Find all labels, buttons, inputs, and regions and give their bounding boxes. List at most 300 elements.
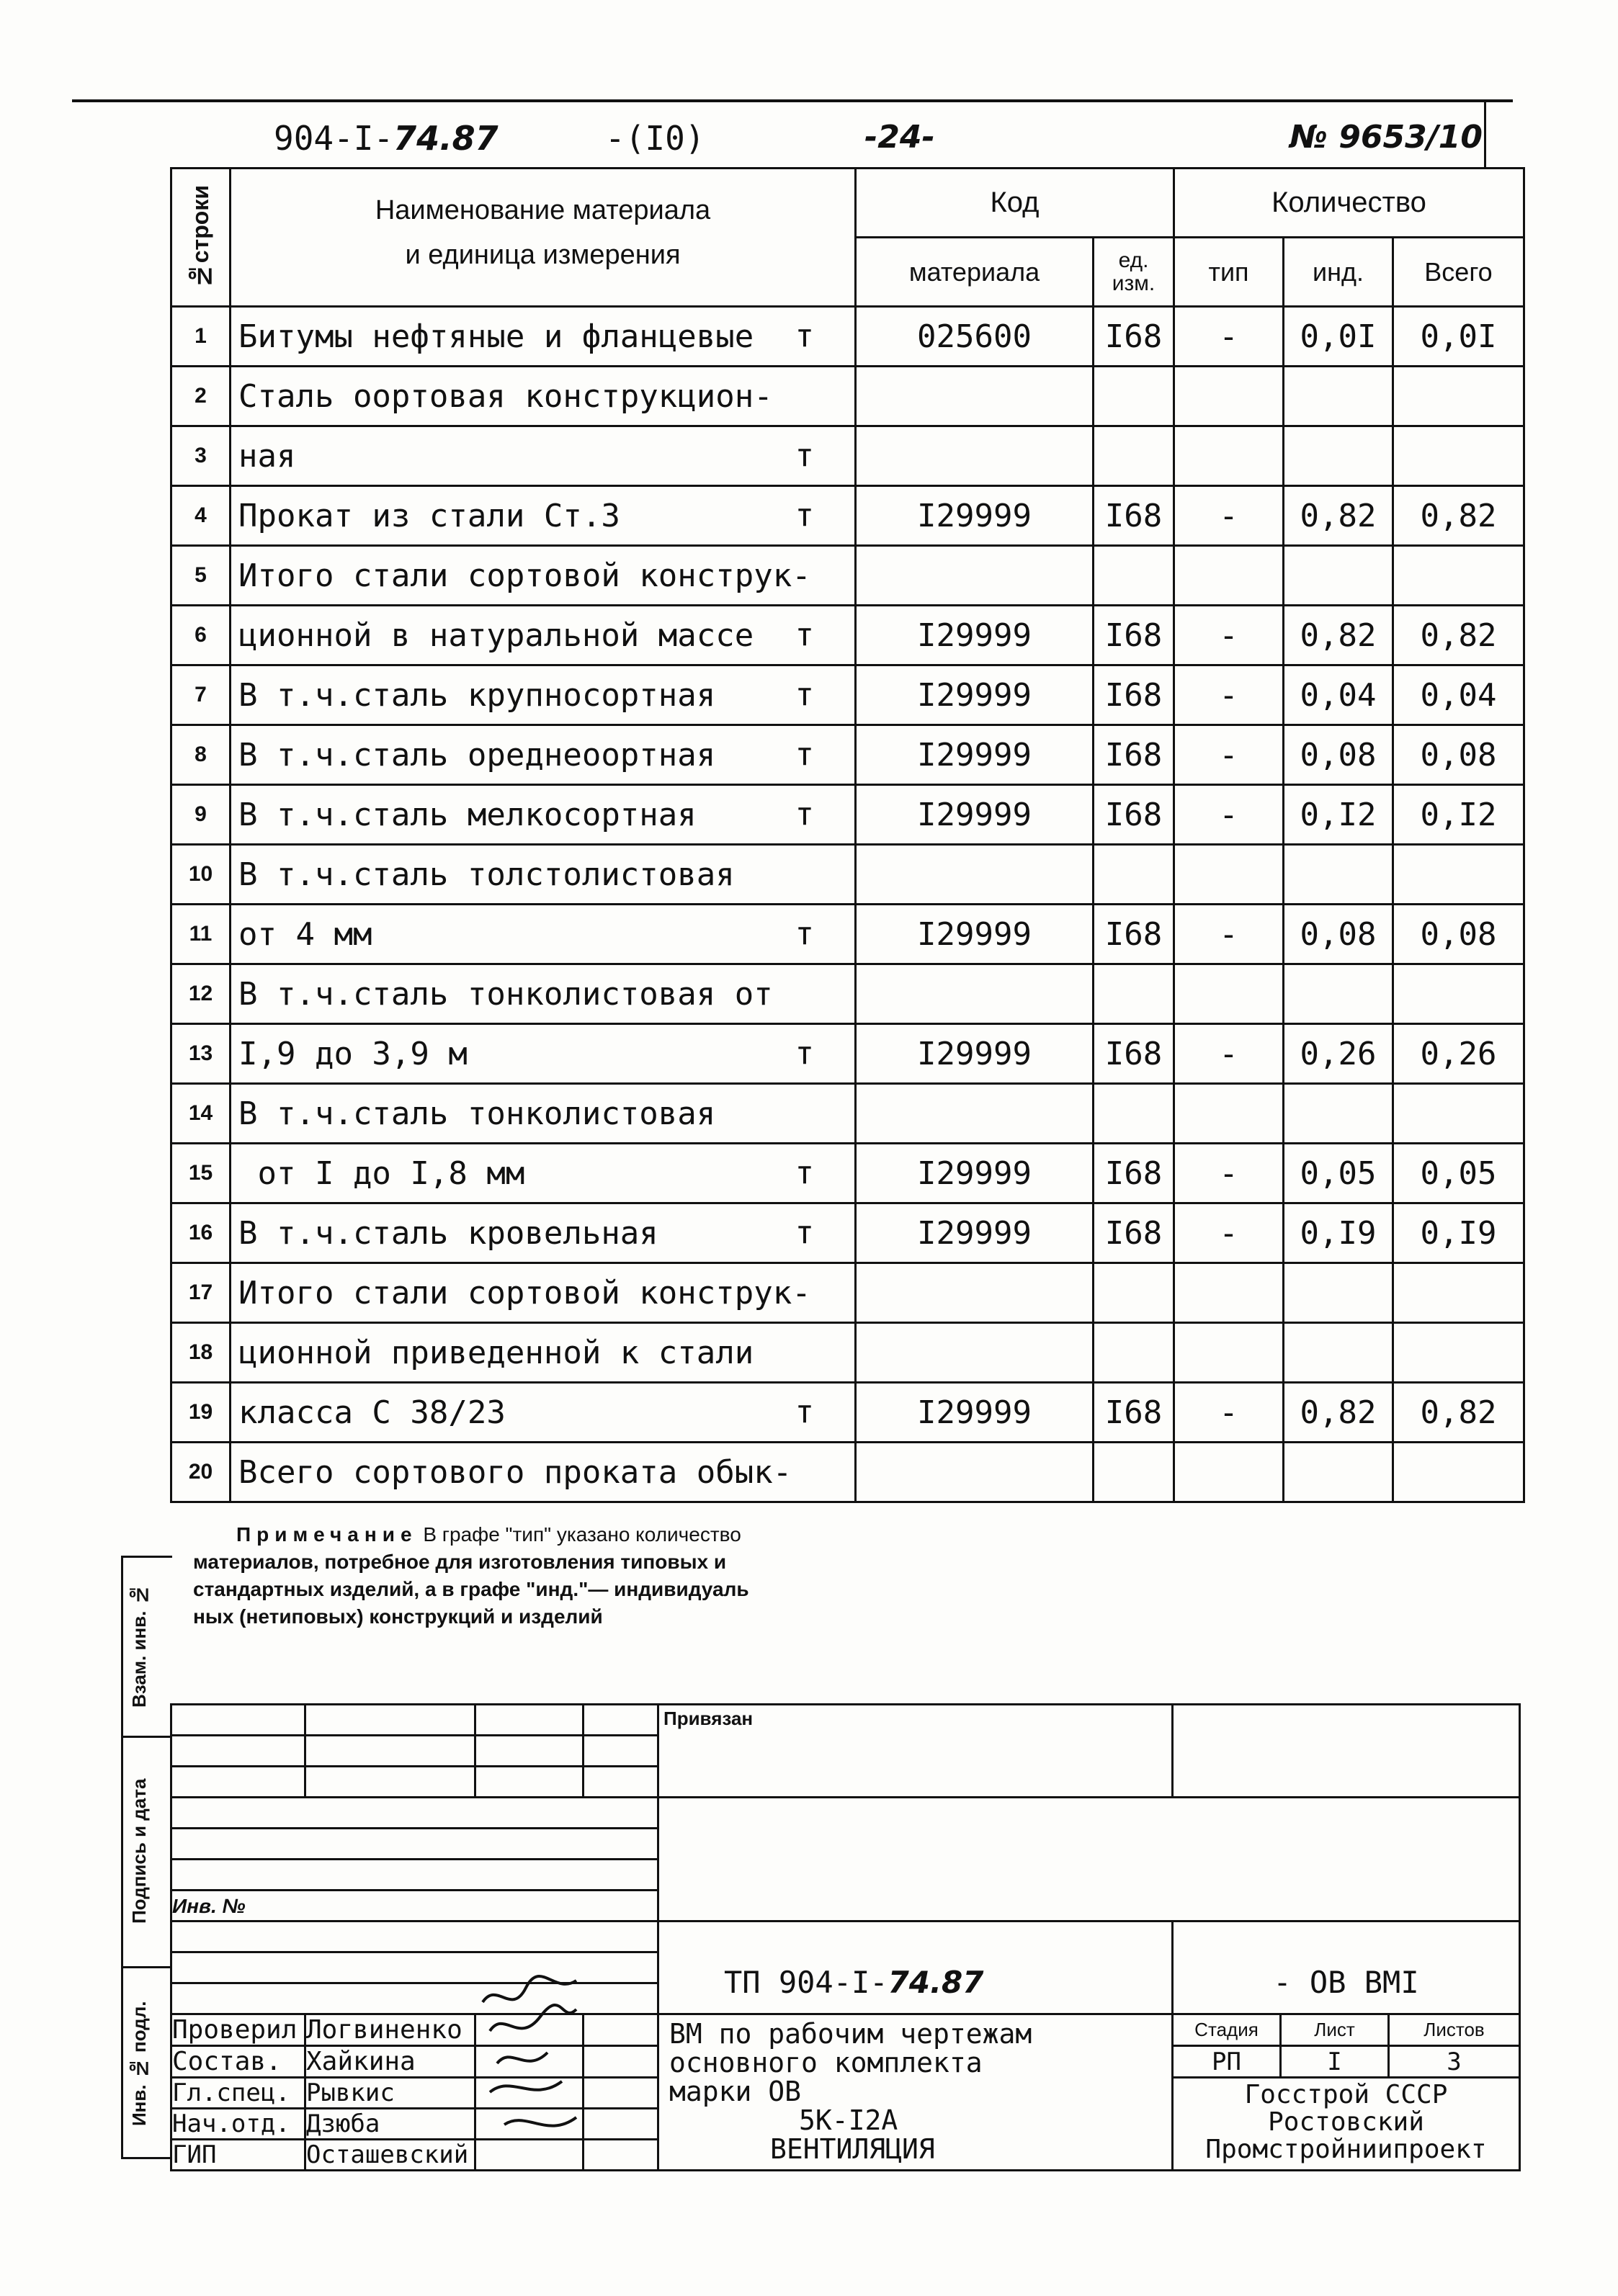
material-unit: т — [795, 1035, 814, 1072]
material-code — [856, 845, 1094, 905]
qty-ind — [1284, 1443, 1393, 1502]
tb-cell — [305, 1767, 475, 1798]
qty-total — [1393, 1443, 1524, 1502]
project-code-cell — [658, 1921, 1173, 2014]
row-number: 9 — [171, 785, 231, 845]
qty-total: 0,I9 — [1393, 1203, 1524, 1263]
material-code: I29999 — [856, 1383, 1094, 1443]
qty-ind — [1284, 845, 1393, 905]
material-name: Сталь оортовая конструкцион- — [238, 377, 773, 415]
desc-line3: марки ОВ — [669, 2076, 802, 2107]
table-row — [171, 845, 1524, 905]
material-name-cell — [231, 785, 856, 845]
material-code: I29999 — [856, 1203, 1094, 1263]
material-code — [856, 367, 1094, 426]
row-number: 3 — [171, 426, 231, 486]
material-name-cell — [231, 546, 856, 606]
qty-total: 0,82 — [1393, 486, 1524, 546]
role-label: Проверил — [172, 2015, 298, 2045]
qty-header: Количество — [1174, 169, 1524, 238]
unit-code: I68 — [1094, 665, 1174, 725]
table-row — [171, 1203, 1524, 1263]
qty-type: - — [1174, 1144, 1284, 1203]
row-number: 19 — [171, 1383, 231, 1443]
material-name-cell — [231, 1024, 856, 1084]
qty-ind — [1284, 1263, 1393, 1323]
table-row — [171, 665, 1524, 725]
material-name: ная — [238, 437, 296, 475]
side-label-vzam: Взам. инв. № — [128, 1584, 150, 1708]
material-code — [856, 1084, 1094, 1144]
qty-type: - — [1174, 1203, 1284, 1263]
qty-total — [1393, 367, 1524, 426]
sheet-label: Лист — [1314, 2019, 1355, 2040]
row-number: 12 — [171, 964, 231, 1024]
role-label: Нач.отд. — [172, 2109, 290, 2138]
signature-mark-2 — [490, 2005, 576, 2031]
name-cell — [305, 2014, 475, 2046]
name-cell — [305, 2078, 475, 2109]
table-row — [171, 426, 1524, 486]
table-row — [171, 606, 1524, 665]
sheets-label-cell — [1389, 2014, 1520, 2046]
total-header: Всего — [1393, 238, 1524, 307]
name-label: Логвиненко — [306, 2015, 462, 2045]
table-row — [171, 785, 1524, 845]
material-code: 025600 — [856, 307, 1094, 367]
tb-row-4 — [171, 1798, 1520, 1829]
inv-no-cell — [171, 1891, 658, 1921]
material-name-cell — [231, 606, 856, 665]
unit-code — [1094, 367, 1174, 426]
tb-cell — [171, 1736, 305, 1767]
desc-line1: ВМ по рабочим чертежам — [669, 2018, 1032, 2050]
material-code: I29999 — [856, 1144, 1094, 1203]
tb-cell — [171, 1860, 658, 1891]
qty-type: - — [1174, 665, 1284, 725]
sheet-number: № 9653/10 — [1290, 119, 1483, 156]
unit-code — [1094, 964, 1174, 1024]
unit-code: I68 — [1094, 486, 1174, 546]
qty-type — [1174, 1263, 1284, 1323]
material-name-cell — [231, 1144, 856, 1203]
material-name: от I до I,8 мм — [238, 1154, 525, 1192]
qty-ind: 0,05 — [1284, 1144, 1393, 1203]
stage-value: РП — [1212, 2047, 1241, 2076]
doc-code-print: 904-I- — [274, 119, 394, 158]
stage-value-cell — [1173, 2046, 1281, 2078]
desc-line5: ВЕНТИЛЯЦИЯ — [770, 2133, 935, 2165]
material-unit: т — [795, 318, 814, 354]
row-number: 15 — [171, 1144, 231, 1203]
privyazan-cell — [658, 1705, 1173, 1798]
material-code: I29999 — [856, 785, 1094, 845]
qty-type — [1174, 1443, 1284, 1502]
row-number: 13 — [171, 1024, 231, 1084]
org-line3: Промстройниипроект — [1205, 2135, 1487, 2164]
qty-total — [1393, 1323, 1524, 1383]
side-divider-2 — [121, 1966, 170, 1968]
qty-ind: 0,I2 — [1284, 785, 1393, 845]
row-number: 16 — [171, 1203, 231, 1263]
doc-code-handwritten: 74.87 — [393, 119, 499, 158]
unit-code: I68 — [1094, 1144, 1174, 1203]
material-name: В т.ч.сталь крупносортная — [238, 676, 716, 714]
material-code: I29999 — [856, 1024, 1094, 1084]
material-name-cell — [231, 725, 856, 785]
table-row — [171, 725, 1524, 785]
tb-cell — [305, 1736, 475, 1767]
material-name: В т.ч.сталь тонколистовая — [238, 1095, 716, 1132]
row-number: 18 — [171, 1323, 231, 1383]
qty-total — [1393, 426, 1524, 486]
tb-empty — [658, 1798, 1520, 1921]
unit-code — [1094, 426, 1174, 486]
qty-type — [1174, 546, 1284, 606]
row-number: 6 — [171, 606, 231, 665]
role-cell — [171, 2109, 305, 2140]
material-name: В т.ч.сталь толстолистовая — [238, 856, 735, 893]
table-row — [171, 486, 1524, 546]
material-name-cell — [231, 964, 856, 1024]
ind-header: инд. — [1284, 238, 1393, 307]
table-row — [171, 1383, 1524, 1443]
material-name: от 4 мм — [238, 915, 372, 953]
material-name-cell — [231, 307, 856, 367]
material-name: В т.ч.сталь тонколистовая от — [238, 975, 773, 1013]
material-name-cell — [231, 486, 856, 546]
material-name-cell — [231, 845, 856, 905]
header-box-rule — [1484, 101, 1486, 167]
material-name-cell — [231, 1443, 856, 1502]
table-row — [171, 1323, 1524, 1383]
material-unit: т — [795, 1154, 814, 1191]
qty-ind — [1284, 367, 1393, 426]
material-code — [856, 1263, 1094, 1323]
tb-sign-row-1 — [171, 2014, 1520, 2046]
table-row — [171, 367, 1524, 426]
tb-cell — [171, 1798, 658, 1829]
qty-total — [1393, 1084, 1524, 1144]
row-number: 5 — [171, 546, 231, 606]
row-number: 2 — [171, 367, 231, 426]
material-code: I29999 — [856, 606, 1094, 665]
qty-total: 0,82 — [1393, 606, 1524, 665]
org-line1: Госстрой СССР — [1244, 2080, 1448, 2109]
material-name-cell — [231, 905, 856, 964]
qty-type — [1174, 845, 1284, 905]
qty-ind: 0,04 — [1284, 665, 1393, 725]
name-label: Дзюба — [306, 2109, 380, 2138]
org-line2: Ростовский — [1268, 2107, 1424, 2137]
name-label: Хайкина — [306, 2047, 416, 2076]
section-number: -(I0) — [605, 119, 705, 158]
unit-code — [1094, 1084, 1174, 1144]
material-name: Всего сортового проката обык- — [238, 1453, 792, 1491]
privyazan-label: Привязан — [663, 1708, 754, 1729]
tb-cell — [171, 1767, 305, 1798]
qty-total: 0,04 — [1393, 665, 1524, 725]
note-line2: материалов, потребное для изготовления типовых и — [193, 1551, 727, 1573]
material-name: Прокат из стали Ст.3 — [238, 497, 620, 534]
material-name-cell — [231, 665, 856, 725]
material-name-cell — [231, 1263, 856, 1323]
material-unit: т — [795, 736, 814, 773]
qty-ind — [1284, 546, 1393, 606]
qty-total: 0,08 — [1393, 725, 1524, 785]
materials-table — [170, 167, 1525, 1503]
name-label: Осташевский — [306, 2140, 469, 2169]
side-label-podpis: Подпись и дата — [128, 1778, 150, 1924]
side-divider-1 — [121, 1736, 170, 1738]
qty-ind — [1284, 426, 1393, 486]
qty-ind: 0,82 — [1284, 486, 1393, 546]
note-line4: ных (нетиповых) конструкций и изделий — [193, 1605, 603, 1628]
qty-type: - — [1174, 486, 1284, 546]
material-unit: т — [795, 1394, 814, 1430]
qty-ind: 0,26 — [1284, 1024, 1393, 1084]
name-cell — [305, 2046, 475, 2078]
stage-label-cell — [1173, 2014, 1281, 2046]
material-name-cell — [231, 1084, 856, 1144]
material-name-cell — [231, 367, 856, 426]
qty-ind: 0,82 — [1284, 1383, 1393, 1443]
row-number: 10 — [171, 845, 231, 905]
material-name-cell — [231, 426, 856, 486]
unit-code — [1094, 1263, 1174, 1323]
qty-type — [1174, 1084, 1284, 1144]
material-unit: т — [795, 915, 814, 952]
doc-code — [274, 119, 499, 158]
unit-code: I68 — [1094, 307, 1174, 367]
code-header: Код — [856, 169, 1174, 238]
signature-mark-3 — [497, 2053, 547, 2063]
note-line1 — [193, 1521, 749, 1548]
header-top-rule — [72, 99, 1513, 102]
unit-code: I68 — [1094, 905, 1174, 964]
material-name: класса С 38/23 — [238, 1394, 506, 1431]
tb-cell — [584, 1705, 658, 1736]
material-unit: т — [795, 1214, 814, 1251]
row-number: 4 — [171, 486, 231, 546]
name-cell — [305, 2109, 475, 2140]
material-name: ционной приведенной к стали — [238, 1334, 754, 1371]
signature-mark-5 — [504, 2117, 576, 2126]
qty-total — [1393, 1263, 1524, 1323]
tb-cell — [171, 1705, 305, 1736]
tb-cell — [305, 1705, 475, 1736]
role-label: Гл.спец. — [172, 2078, 290, 2107]
material-unit: т — [795, 796, 814, 833]
material-code: I29999 — [856, 725, 1094, 785]
tb-cell — [584, 1736, 658, 1767]
qty-type: - — [1174, 725, 1284, 785]
unit-code: I68 — [1094, 606, 1174, 665]
qty-type: - — [1174, 905, 1284, 964]
qty-ind: 0,0I — [1284, 307, 1393, 367]
name-cell — [305, 2140, 475, 2171]
material-code: I29999 — [856, 665, 1094, 725]
tb-row-1 — [171, 1705, 1520, 1736]
material-name: Битумы нефтяные и фланцевые — [238, 318, 754, 355]
qty-type: - — [1174, 785, 1284, 845]
material-name-cell — [231, 1323, 856, 1383]
name-header-line1: Наименование материала — [375, 195, 711, 225]
note-text1: В графе "тип" указано количество — [423, 1523, 741, 1546]
table-row — [171, 307, 1524, 367]
desc-line4: 5К-I2А — [799, 2104, 898, 2136]
table-row — [171, 964, 1524, 1024]
material-name: ционной в натуральной массе — [238, 616, 754, 654]
material-code — [856, 1443, 1094, 1502]
type-header: тип — [1174, 238, 1284, 307]
material-code — [856, 964, 1094, 1024]
row-number: 8 — [171, 725, 231, 785]
side-label-inv-podl: Инв. № подл. — [128, 2001, 150, 2126]
material-name: В т.ч.сталь мелкосортная — [238, 796, 697, 833]
row-number: 7 — [171, 665, 231, 725]
sheets-value: 3 — [1447, 2047, 1462, 2076]
material-unit: т — [795, 437, 814, 474]
title-block — [170, 1703, 1521, 2171]
material-name: В т.ч.сталь ореднеоортная — [238, 736, 716, 773]
material-name: Итого стали сортовой конструк- — [238, 557, 811, 594]
unit-code-header-text: ед. изм. — [1112, 248, 1156, 295]
qty-ind — [1284, 1084, 1393, 1144]
material-code: I29999 — [856, 486, 1094, 546]
mark-cell — [1173, 1921, 1520, 2014]
row-no-header — [171, 169, 231, 307]
qty-ind: 0,I9 — [1284, 1203, 1393, 1263]
unit-code: I68 — [1094, 725, 1174, 785]
qty-ind — [1284, 964, 1393, 1024]
qty-ind — [1284, 1323, 1393, 1383]
table-row — [171, 1084, 1524, 1144]
privyazan-right — [1173, 1705, 1520, 1798]
tb-row-8 — [171, 1921, 1520, 1952]
project-code: ТП 904-I- — [724, 1965, 888, 2000]
tb-cell — [475, 1705, 584, 1736]
tb-cell — [584, 1767, 658, 1798]
qty-total: 0,26 — [1393, 1024, 1524, 1084]
role-cell — [171, 2140, 305, 2171]
unit-code — [1094, 1323, 1174, 1383]
table-row — [171, 1263, 1524, 1323]
role-cell — [171, 2014, 305, 2046]
qty-type — [1174, 426, 1284, 486]
role-cell — [171, 2078, 305, 2109]
material-unit: т — [795, 616, 814, 653]
qty-total — [1393, 964, 1524, 1024]
material-code — [856, 546, 1094, 606]
table-row — [171, 1443, 1524, 1502]
row-number: 20 — [171, 1443, 231, 1502]
unit-code: I68 — [1094, 1024, 1174, 1084]
sheets-value-cell — [1389, 2046, 1520, 2078]
stage-label: Стадия — [1194, 2019, 1259, 2040]
qty-type: - — [1174, 307, 1284, 367]
qty-ind: 0,82 — [1284, 606, 1393, 665]
material-unit: т — [795, 676, 814, 713]
unit-code: I68 — [1094, 1383, 1174, 1443]
material-unit: т — [795, 497, 814, 534]
qty-type — [1174, 367, 1284, 426]
tb-cell — [171, 1921, 658, 1952]
table-row — [171, 546, 1524, 606]
note-title: Примечание — [236, 1523, 418, 1546]
row-number: 11 — [171, 905, 231, 964]
sheets-label: Листов — [1423, 2019, 1485, 2040]
inv-no-label: Инв. № — [172, 1894, 246, 1917]
qty-type: - — [1174, 1383, 1284, 1443]
sheet-value: I — [1327, 2047, 1342, 2076]
name-header — [231, 169, 856, 307]
qty-total — [1393, 546, 1524, 606]
note-line3: стандартных изделий, а в графе "инд."— индивидуаль — [193, 1578, 749, 1600]
tb-cell — [171, 1829, 658, 1860]
sheet-label-cell — [1281, 2014, 1389, 2046]
unit-code-header — [1094, 238, 1174, 307]
unit-code — [1094, 845, 1174, 905]
material-name-cell — [231, 1383, 856, 1443]
material-code: I29999 — [856, 905, 1094, 964]
qty-ind: 0,08 — [1284, 905, 1393, 964]
qty-total: 0,08 — [1393, 905, 1524, 964]
qty-ind: 0,08 — [1284, 725, 1393, 785]
material-name-cell — [231, 1203, 856, 1263]
qty-type: - — [1174, 1024, 1284, 1084]
qty-total: 0,05 — [1393, 1144, 1524, 1203]
name-label: Рывкис — [306, 2078, 395, 2107]
signature-mark-1 — [483, 1976, 576, 2002]
signatures-svg — [468, 1973, 656, 2161]
qty-type — [1174, 964, 1284, 1024]
qty-total: 0,82 — [1393, 1383, 1524, 1443]
unit-code — [1094, 1443, 1174, 1502]
row-number: 1 — [171, 307, 231, 367]
description-cell — [658, 2014, 1173, 2171]
name-header-line2: и единица измерения — [405, 240, 681, 270]
qty-type: - — [1174, 606, 1284, 665]
page-number: -24- — [864, 119, 935, 156]
role-label: ГИП — [172, 2140, 217, 2169]
table-row — [171, 1024, 1524, 1084]
material-code — [856, 1323, 1094, 1383]
qty-type — [1174, 1323, 1284, 1383]
material-code-header: материала — [856, 238, 1094, 307]
material-name: I,9 до 3,9 м — [238, 1035, 468, 1072]
material-name: В т.ч.сталь кровельная — [238, 1214, 658, 1252]
row-number: 14 — [171, 1084, 231, 1144]
desc-line2: основного комплекта — [669, 2047, 983, 2078]
tb-cell — [475, 1736, 584, 1767]
table-row — [171, 905, 1524, 964]
signature-mark-4 — [490, 2081, 562, 2092]
unit-code — [1094, 546, 1174, 606]
unit-code: I68 — [1094, 785, 1174, 845]
role-label: Состав. — [172, 2047, 282, 2076]
organization-cell — [1173, 2078, 1520, 2171]
qty-total: 0,0I — [1393, 307, 1524, 367]
unit-code: I68 — [1094, 1203, 1174, 1263]
row-number: 17 — [171, 1263, 231, 1323]
table-row — [171, 1144, 1524, 1203]
qty-total: 0,I2 — [1393, 785, 1524, 845]
note — [193, 1521, 749, 1631]
mark-text: - ОВ ВМI — [1273, 1965, 1419, 2000]
qty-total — [1393, 845, 1524, 905]
row-no-header-text: №строки — [187, 185, 213, 290]
